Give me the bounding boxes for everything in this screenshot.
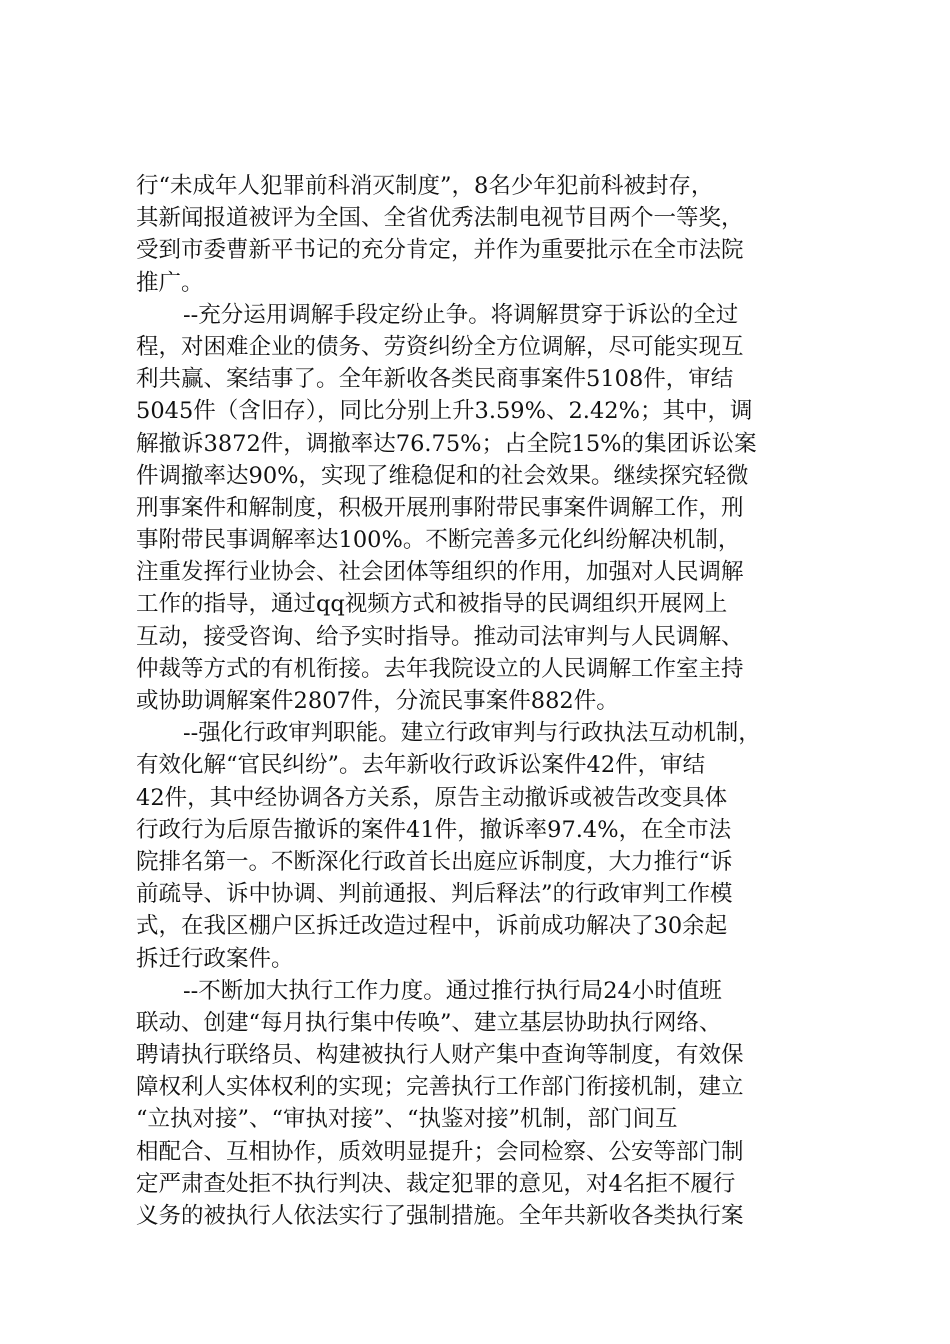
- text-line: 式，在我区棚户区拆迁改造过程中，诉前成功解决了30余起: [136, 913, 728, 940]
- text-line: 互动，接受咨询、给予实时指导。推动司法审判与人民调解、: [136, 623, 744, 650]
- text-line: 工作的指导，通过qq视频方式和被指导的民调组织开展网上: [136, 591, 728, 618]
- text-line: “立执对接”、“审执对接”、“执鉴对接”机制，部门间互: [136, 1106, 678, 1133]
- text-line: 仲裁等方式的有机衔接。去年我院设立的人民调解工作室主持: [136, 655, 744, 682]
- document-body: [136, 170, 836, 1232]
- text-line: 行“未成年人犯罪前科消灭制度”，8名少年犯前科被封存，: [136, 173, 714, 199]
- text-line: 相配合、互相协作，质效明显提升；会同检察、公安等部门制: [136, 1138, 744, 1165]
- text-line: 刑事案件和解制度，积极开展刑事附带民事案件调解工作，刑: [136, 494, 744, 521]
- text-line: 行政行为后原告撤诉的案件41件，撤诉率97.4%，在全市法: [136, 816, 732, 843]
- text-line: 义务的被执行人依法实行了强制措施。全年共新收各类执行案: [136, 1203, 744, 1229]
- text-line: 5045件（含旧存），同比分别上升3.59%、2.42%；其中，调: [136, 398, 753, 425]
- text-line: 42件，其中经协调各方关系，原告主动撤诉或被告改变具体: [136, 784, 728, 811]
- text-line: 其新闻报道被评为全国、全省优秀法制电视节目两个一等奖，: [136, 205, 744, 232]
- text-line: 解撤诉3872件，调撤率达76.75%；占全院15%的集团诉讼案: [136, 430, 757, 457]
- text-line: 事附带民事调解率达100%。不断完善多元化纠纷解决机制，: [136, 527, 741, 554]
- text-line: 聘请执行联络员、构建被执行人财产集中查询等制度，有效保: [136, 1042, 744, 1069]
- text-line: 或协助调解案件2807件，分流民事案件882件。: [136, 688, 619, 714]
- text-line: 注重发挥行业协会、社会团体等组织的作用，加强对人民调解: [136, 559, 744, 586]
- paragraph-start-line: --不断加大执行工作力度。通过推行执行局24小时值班: [183, 977, 722, 1004]
- text-line: 院排名第一。不断深化行政首长出庭应诉制度，大力推行“诉: [136, 848, 733, 875]
- text-line: 前疏导、诉中协调、判前通报、判后释法”的行政审判工作模: [136, 881, 733, 908]
- paragraph-start-line: --充分运用调解手段定纷止争。将调解贯穿于诉讼的全过: [183, 301, 739, 328]
- text-line: 障权利人实体权利的实现；完善执行工作部门衔接机制，建立: [136, 1074, 744, 1101]
- paragraph-start-line: --强化行政审判职能。建立行政审判与行政执法互动机制，: [183, 720, 761, 747]
- text-line: 程，对困难企业的债务、劳资纠纷全方位调解，尽可能实现互: [136, 333, 744, 360]
- text-line: 受到市委曹新平书记的充分肯定，并作为重要批示在全市法院: [136, 237, 744, 264]
- text-line: 有效化解“官民纠纷”。去年新收行政诉讼案件42件，审结: [136, 752, 706, 779]
- text-line: 件调撤率达90%，实现了维稳促和的社会效果。继续探究轻微: [136, 462, 749, 489]
- text-line: 利共赢、案结事了。全年新收各类民商事案件5108件，审结: [136, 366, 734, 393]
- text-line: 联动、创建“每月执行集中传唤”、建立基层协助执行网络、: [136, 1009, 722, 1036]
- text-line: 推广。: [136, 269, 204, 296]
- text-line: 拆迁行政案件。: [136, 945, 294, 972]
- text-line: 定严肃查处拒不执行判决、裁定犯罪的意见，对4名拒不履行: [136, 1170, 736, 1197]
